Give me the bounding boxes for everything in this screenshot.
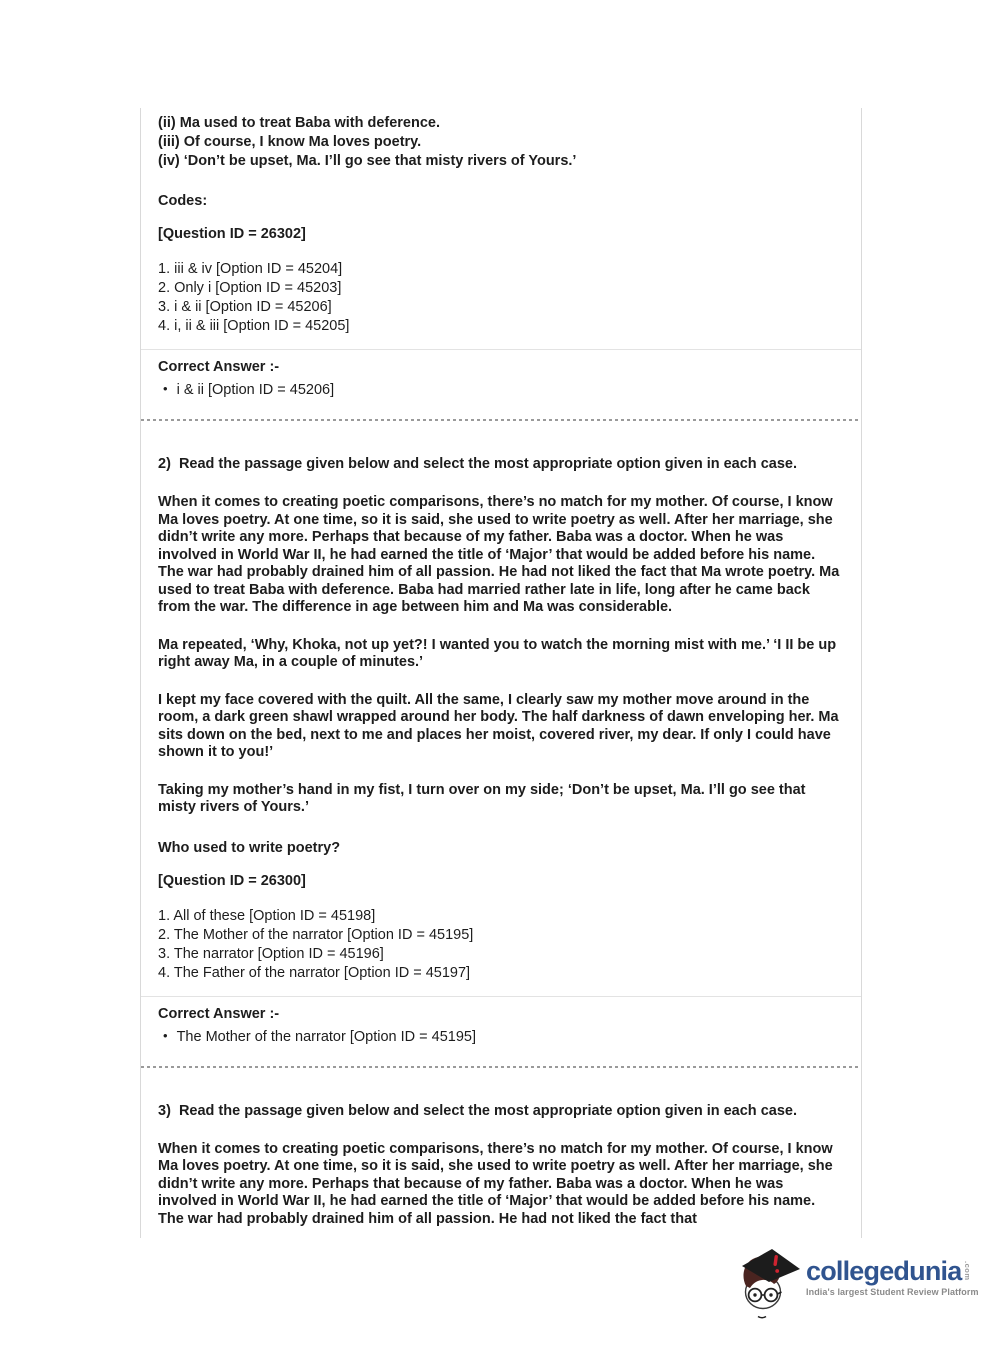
option-2: 2. The Mother of the narrator [Option ID = 45195] [158, 926, 474, 943]
option-3: 3. i & ii [Option ID = 45206] [158, 299, 332, 315]
question-1-id: [Question ID = 26302] [158, 226, 306, 242]
question-2-answer-block [141, 996, 861, 1068]
correct-answer-item: • i & ii [Option ID = 45206] [158, 380, 844, 400]
passage-paragraph-2: Ma repeated, ‘Why, Khoka, not up yet?! I wanted you to watch the morning mist with me.’ ‘I II be up right away Ma, in a couple of minutes.’ [158, 636, 837, 670]
codes-label: Codes: [158, 193, 208, 209]
question-1-options [141, 260, 861, 336]
option-4: 4. i, ii & iii [Option ID = 45205] [158, 318, 350, 334]
question-2-block [141, 455, 861, 983]
brand-tagline: India's largest Student Review Platform [806, 1287, 979, 1297]
statement-iii: (iii) Of course, I know Ma loves poetry. [158, 134, 422, 150]
logo-text [806, 1258, 979, 1297]
brand-name: collegedunia [806, 1256, 962, 1286]
correct-answer-item: • The Mother of the narrator [Option ID = 45195] [158, 1027, 844, 1047]
statement-ii: (ii) Ma used to treat Baba with deference. [158, 115, 440, 131]
question-paper-panel [140, 108, 862, 1238]
question-2-options [141, 907, 861, 983]
brand-domain: .com [962, 1261, 972, 1281]
statement-iv: (iv) ‘Don’t be upset, Ma. I’ll go see that misty rivers of Yours.’ [158, 153, 577, 169]
option-1: 1. iii & iv [Option ID = 45204] [158, 261, 343, 277]
option-1: 1. All of these [Option ID = 45198] [158, 907, 376, 924]
dashed-question-divider [141, 1066, 861, 1068]
passage-paragraph-1: When it comes to creating poetic comparisons, there’s no match for my mother. Of course, I know Ma loves poetry. At one time, so it is said, she used to write poetry as well. After her marriage, she didn’t write any more. Perhaps that because of my father. Baba was a doctor. When he was involved in World War II, he had earned the title of ‘Major’ that would be added before his name. The war had probably drained him of all passion. He had not liked the fact that [158, 1140, 833, 1227]
passage-paragraph-3: I kept my face covered with the quilt. All the same, I clearly saw my mother move around in the room, a dark green shawl wrapped around her body. The half darkness of dawn enveloping her. Ma sits down on the bed, next to me and places her moist, covered river, my dear. If only I could have shown it to you!’ [158, 691, 839, 760]
question-2-sub-question: Who used to write poetry? [158, 839, 341, 856]
option-4: 4. The Father of the narrator [Option ID = 45197] [158, 964, 471, 981]
dashed-question-divider [141, 419, 861, 421]
passage-paragraph-4: Taking my mother’s hand in my fist, I turn over on my side; ‘Don’t be upset, Ma. I’ll go see that misty rivers of Yours.’ [158, 781, 806, 815]
correct-answer-label: Correct Answer :- [158, 359, 280, 375]
collegedunia-mascot-icon [736, 1244, 802, 1322]
option-2: 2. Only i [Option ID = 45203] [158, 280, 342, 296]
question-3-block [141, 1102, 861, 1229]
question-1-block [141, 114, 861, 336]
question-2-id: [Question ID = 26300] [158, 872, 306, 889]
question-2-heading: 2) Read the passage given below and select the most appropriate option given in each case. [158, 456, 797, 472]
correct-answer-label: Correct Answer :- [158, 1005, 280, 1022]
question-1-answer-block [141, 349, 861, 421]
question-3-heading: 3) Read the passage given below and select the most appropriate option given in each case. [158, 1102, 797, 1119]
collegedunia-logo [736, 1244, 979, 1322]
passage-paragraph-1: When it comes to creating poetic comparisons, there’s no match for my mother. Of course, I know Ma loves poetry. At one time, so it is said, she used to write poetry as well. After her marriage, she didn’t write any more. Perhaps that because of my father. Baba was a doctor. When he was involved in World War II, he had earned the title of ‘Major’ that would be added before his name. The war had probably drained him of all passion. He had not liked the fact that Ma wrote poetry. Ma used to treat Baba with deference. Baba had married rather late in life, long after he came back from the war. The difference in age between him and Ma was considerable. [158, 494, 840, 615]
correct-answer-list [141, 1027, 861, 1054]
correct-answer-list [141, 380, 861, 407]
option-3: 3. The narrator [Option ID = 45196] [158, 945, 384, 962]
